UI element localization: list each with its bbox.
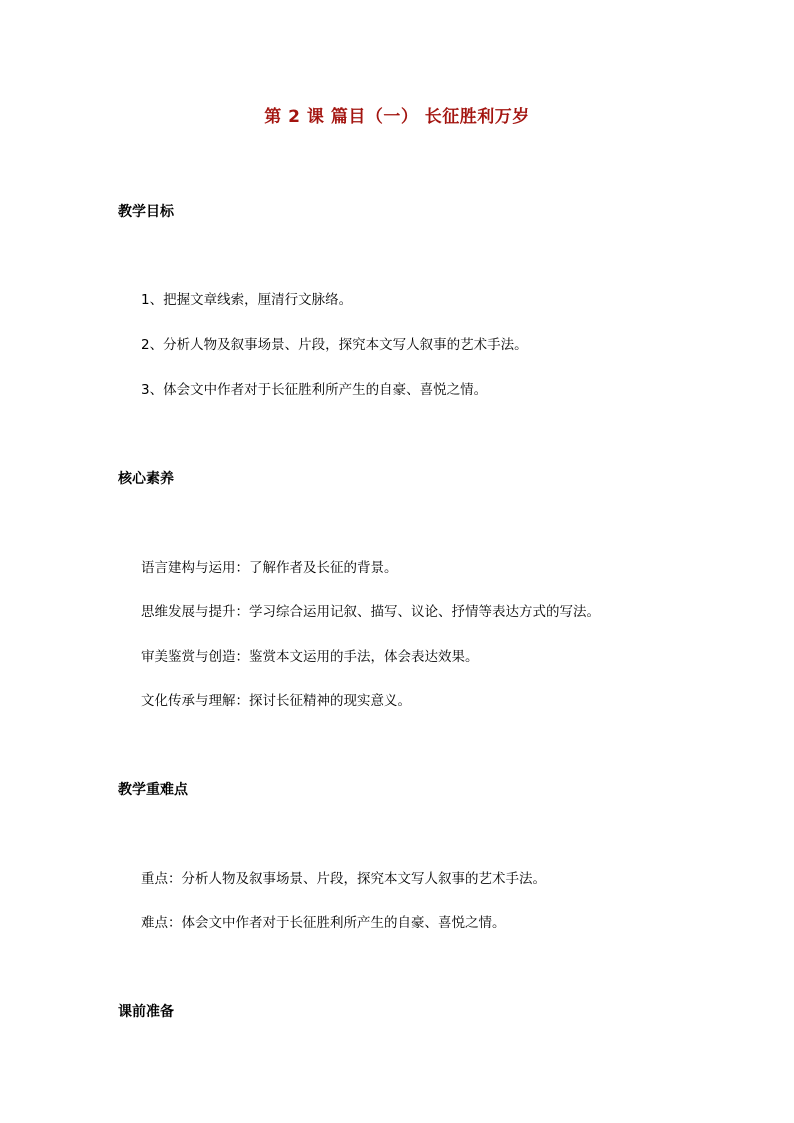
lesson-title: 第 2 课 篇目（一） 长征胜利万岁 (264, 107, 530, 127)
literacy-item: 审美鉴赏与创造：鉴赏本文运用的手法，体会表达效果。 (141, 649, 479, 665)
key-point-item: 重点：分析人物及叙事场景、片段，探究本文写人叙事的艺术手法。 (141, 871, 546, 887)
literacy-item: 文化传承与理解：探讨长征精神的现实意义。 (141, 693, 411, 709)
literacy-item: 语言建构与运用：了解作者及长征的背景。 (141, 560, 398, 576)
section-heading-key-points: 教学重难点 (118, 782, 188, 798)
literacy-item: 思维发展与提升：学习综合运用记叙、描写、议论、抒情等表达方式的写法。 (141, 604, 600, 620)
goal-item: 3、体会文中作者对于长征胜利所产生的自豪、喜悦之情。 (141, 382, 488, 398)
key-point-item: 难点：体会文中作者对于长征胜利所产生的自豪、喜悦之情。 (141, 915, 506, 931)
goal-item: 2、分析人物及叙事场景、片段，探究本文写人叙事的艺术手法。 (141, 337, 528, 353)
section-heading-preparation: 课前准备 (118, 1004, 174, 1020)
goal-item: 1、把握文章线索，厘清行文脉络。 (141, 292, 353, 308)
section-heading-teaching-goals: 教学目标 (118, 204, 174, 220)
section-heading-core-literacy: 核心素养 (118, 471, 174, 487)
